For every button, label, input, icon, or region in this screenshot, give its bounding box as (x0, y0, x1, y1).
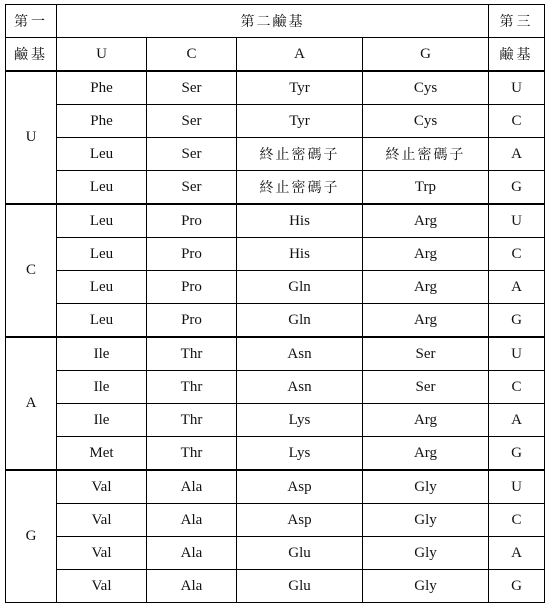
amino-acid-cell: Ala (147, 504, 237, 537)
amino-acid-cell: Val (57, 504, 147, 537)
codon-table (5, 4, 545, 603)
third-base-header-top: 第三 (489, 5, 545, 38)
amino-acid-cell: Arg (363, 437, 489, 471)
table-row (6, 304, 545, 338)
amino-acid-cell: Arg (363, 304, 489, 338)
amino-acid-cell: Ile (57, 337, 147, 371)
table-row (6, 271, 545, 304)
amino-acid-cell: Val (57, 470, 147, 504)
amino-acid-cell: Asp (237, 504, 363, 537)
second-base-u: U (57, 38, 147, 72)
amino-acid-cell: Tyr (237, 105, 363, 138)
third-base-cell: A (489, 537, 545, 570)
amino-acid-cell: Phe (57, 105, 147, 138)
amino-acid-cell: Trp (363, 171, 489, 205)
amino-acid-cell: Gly (363, 504, 489, 537)
third-base-cell: C (489, 504, 545, 537)
third-base-cell: A (489, 404, 545, 437)
header-row-bottom (6, 38, 545, 72)
table-row (6, 71, 545, 105)
codon-table-body (6, 5, 545, 603)
table-row (6, 504, 545, 537)
amino-acid-cell: Thr (147, 371, 237, 404)
amino-acid-cell: Gly (363, 570, 489, 603)
second-base-c: C (147, 38, 237, 72)
amino-acid-cell: Thr (147, 337, 237, 371)
amino-acid-cell: Ser (147, 171, 237, 205)
header-row-top (6, 5, 545, 38)
amino-acid-cell: Arg (363, 404, 489, 437)
amino-acid-cell: Ser (147, 71, 237, 105)
amino-acid-cell: Asp (237, 470, 363, 504)
third-base-cell: U (489, 470, 545, 504)
amino-acid-cell: Ala (147, 570, 237, 603)
amino-acid-cell: Arg (363, 271, 489, 304)
amino-acid-cell: Val (57, 537, 147, 570)
amino-acid-cell: Glu (237, 570, 363, 603)
table-row (6, 404, 545, 437)
amino-acid-cell: Ser (147, 138, 237, 171)
table-row (6, 470, 545, 504)
table-row (6, 138, 545, 171)
amino-acid-cell: Gln (237, 304, 363, 338)
amino-acid-cell: Gly (363, 537, 489, 570)
first-base-header-top: 第一 (6, 5, 57, 38)
amino-acid-cell: Leu (57, 171, 147, 205)
table-row (6, 570, 545, 603)
third-base-cell: A (489, 138, 545, 171)
third-base-cell: G (489, 171, 545, 205)
amino-acid-cell: Pro (147, 204, 237, 238)
first-base-header-bottom: 鹼基 (6, 38, 57, 72)
amino-acid-cell: Tyr (237, 71, 363, 105)
amino-acid-cell: His (237, 204, 363, 238)
table-row (6, 105, 545, 138)
second-base-a: A (237, 38, 363, 72)
amino-acid-cell: Phe (57, 71, 147, 105)
amino-acid-cell: Thr (147, 437, 237, 471)
amino-acid-cell: Arg (363, 238, 489, 271)
amino-acid-cell: 終止密碼子 (237, 171, 363, 205)
amino-acid-cell: Met (57, 437, 147, 471)
third-base-cell: C (489, 238, 545, 271)
amino-acid-cell: Cys (363, 71, 489, 105)
amino-acid-cell: Ser (363, 337, 489, 371)
third-base-cell: U (489, 71, 545, 105)
second-base-g: G (363, 38, 489, 72)
amino-acid-cell: Leu (57, 204, 147, 238)
first-base-cell: G (6, 470, 57, 603)
amino-acid-cell: Ser (147, 105, 237, 138)
table-row (6, 371, 545, 404)
amino-acid-cell: Glu (237, 537, 363, 570)
amino-acid-cell: Cys (363, 105, 489, 138)
third-base-cell: U (489, 337, 545, 371)
amino-acid-cell: 終止密碼子 (363, 138, 489, 171)
table-row (6, 204, 545, 238)
amino-acid-cell: 終止密碼子 (237, 138, 363, 171)
amino-acid-cell: Pro (147, 238, 237, 271)
third-base-header-bottom: 鹼基 (489, 38, 545, 72)
amino-acid-cell: Val (57, 570, 147, 603)
first-base-cell: U (6, 71, 57, 204)
amino-acid-cell: Leu (57, 238, 147, 271)
amino-acid-cell: Gly (363, 470, 489, 504)
first-base-cell: C (6, 204, 57, 337)
amino-acid-cell: Pro (147, 271, 237, 304)
third-base-cell: A (489, 271, 545, 304)
amino-acid-cell: Lys (237, 437, 363, 471)
amino-acid-cell: His (237, 238, 363, 271)
amino-acid-cell: Arg (363, 204, 489, 238)
amino-acid-cell: Asn (237, 371, 363, 404)
amino-acid-cell: Lys (237, 404, 363, 437)
third-base-cell: C (489, 371, 545, 404)
third-base-cell: C (489, 105, 545, 138)
table-row (6, 337, 545, 371)
amino-acid-cell: Leu (57, 271, 147, 304)
third-base-cell: G (489, 570, 545, 603)
amino-acid-cell: Thr (147, 404, 237, 437)
amino-acid-cell: Ile (57, 404, 147, 437)
amino-acid-cell: Ser (363, 371, 489, 404)
amino-acid-cell: Leu (57, 304, 147, 338)
amino-acid-cell: Leu (57, 138, 147, 171)
amino-acid-cell: Ala (147, 470, 237, 504)
second-base-header: 第二鹼基 (57, 5, 489, 38)
table-row (6, 171, 545, 205)
table-row (6, 238, 545, 271)
amino-acid-cell: Pro (147, 304, 237, 338)
amino-acid-cell: Ala (147, 537, 237, 570)
amino-acid-cell: Asn (237, 337, 363, 371)
amino-acid-cell: Ile (57, 371, 147, 404)
third-base-cell: U (489, 204, 545, 238)
amino-acid-cell: Gln (237, 271, 363, 304)
third-base-cell: G (489, 304, 545, 338)
table-row (6, 437, 545, 471)
table-row (6, 537, 545, 570)
first-base-cell: A (6, 337, 57, 470)
third-base-cell: G (489, 437, 545, 471)
